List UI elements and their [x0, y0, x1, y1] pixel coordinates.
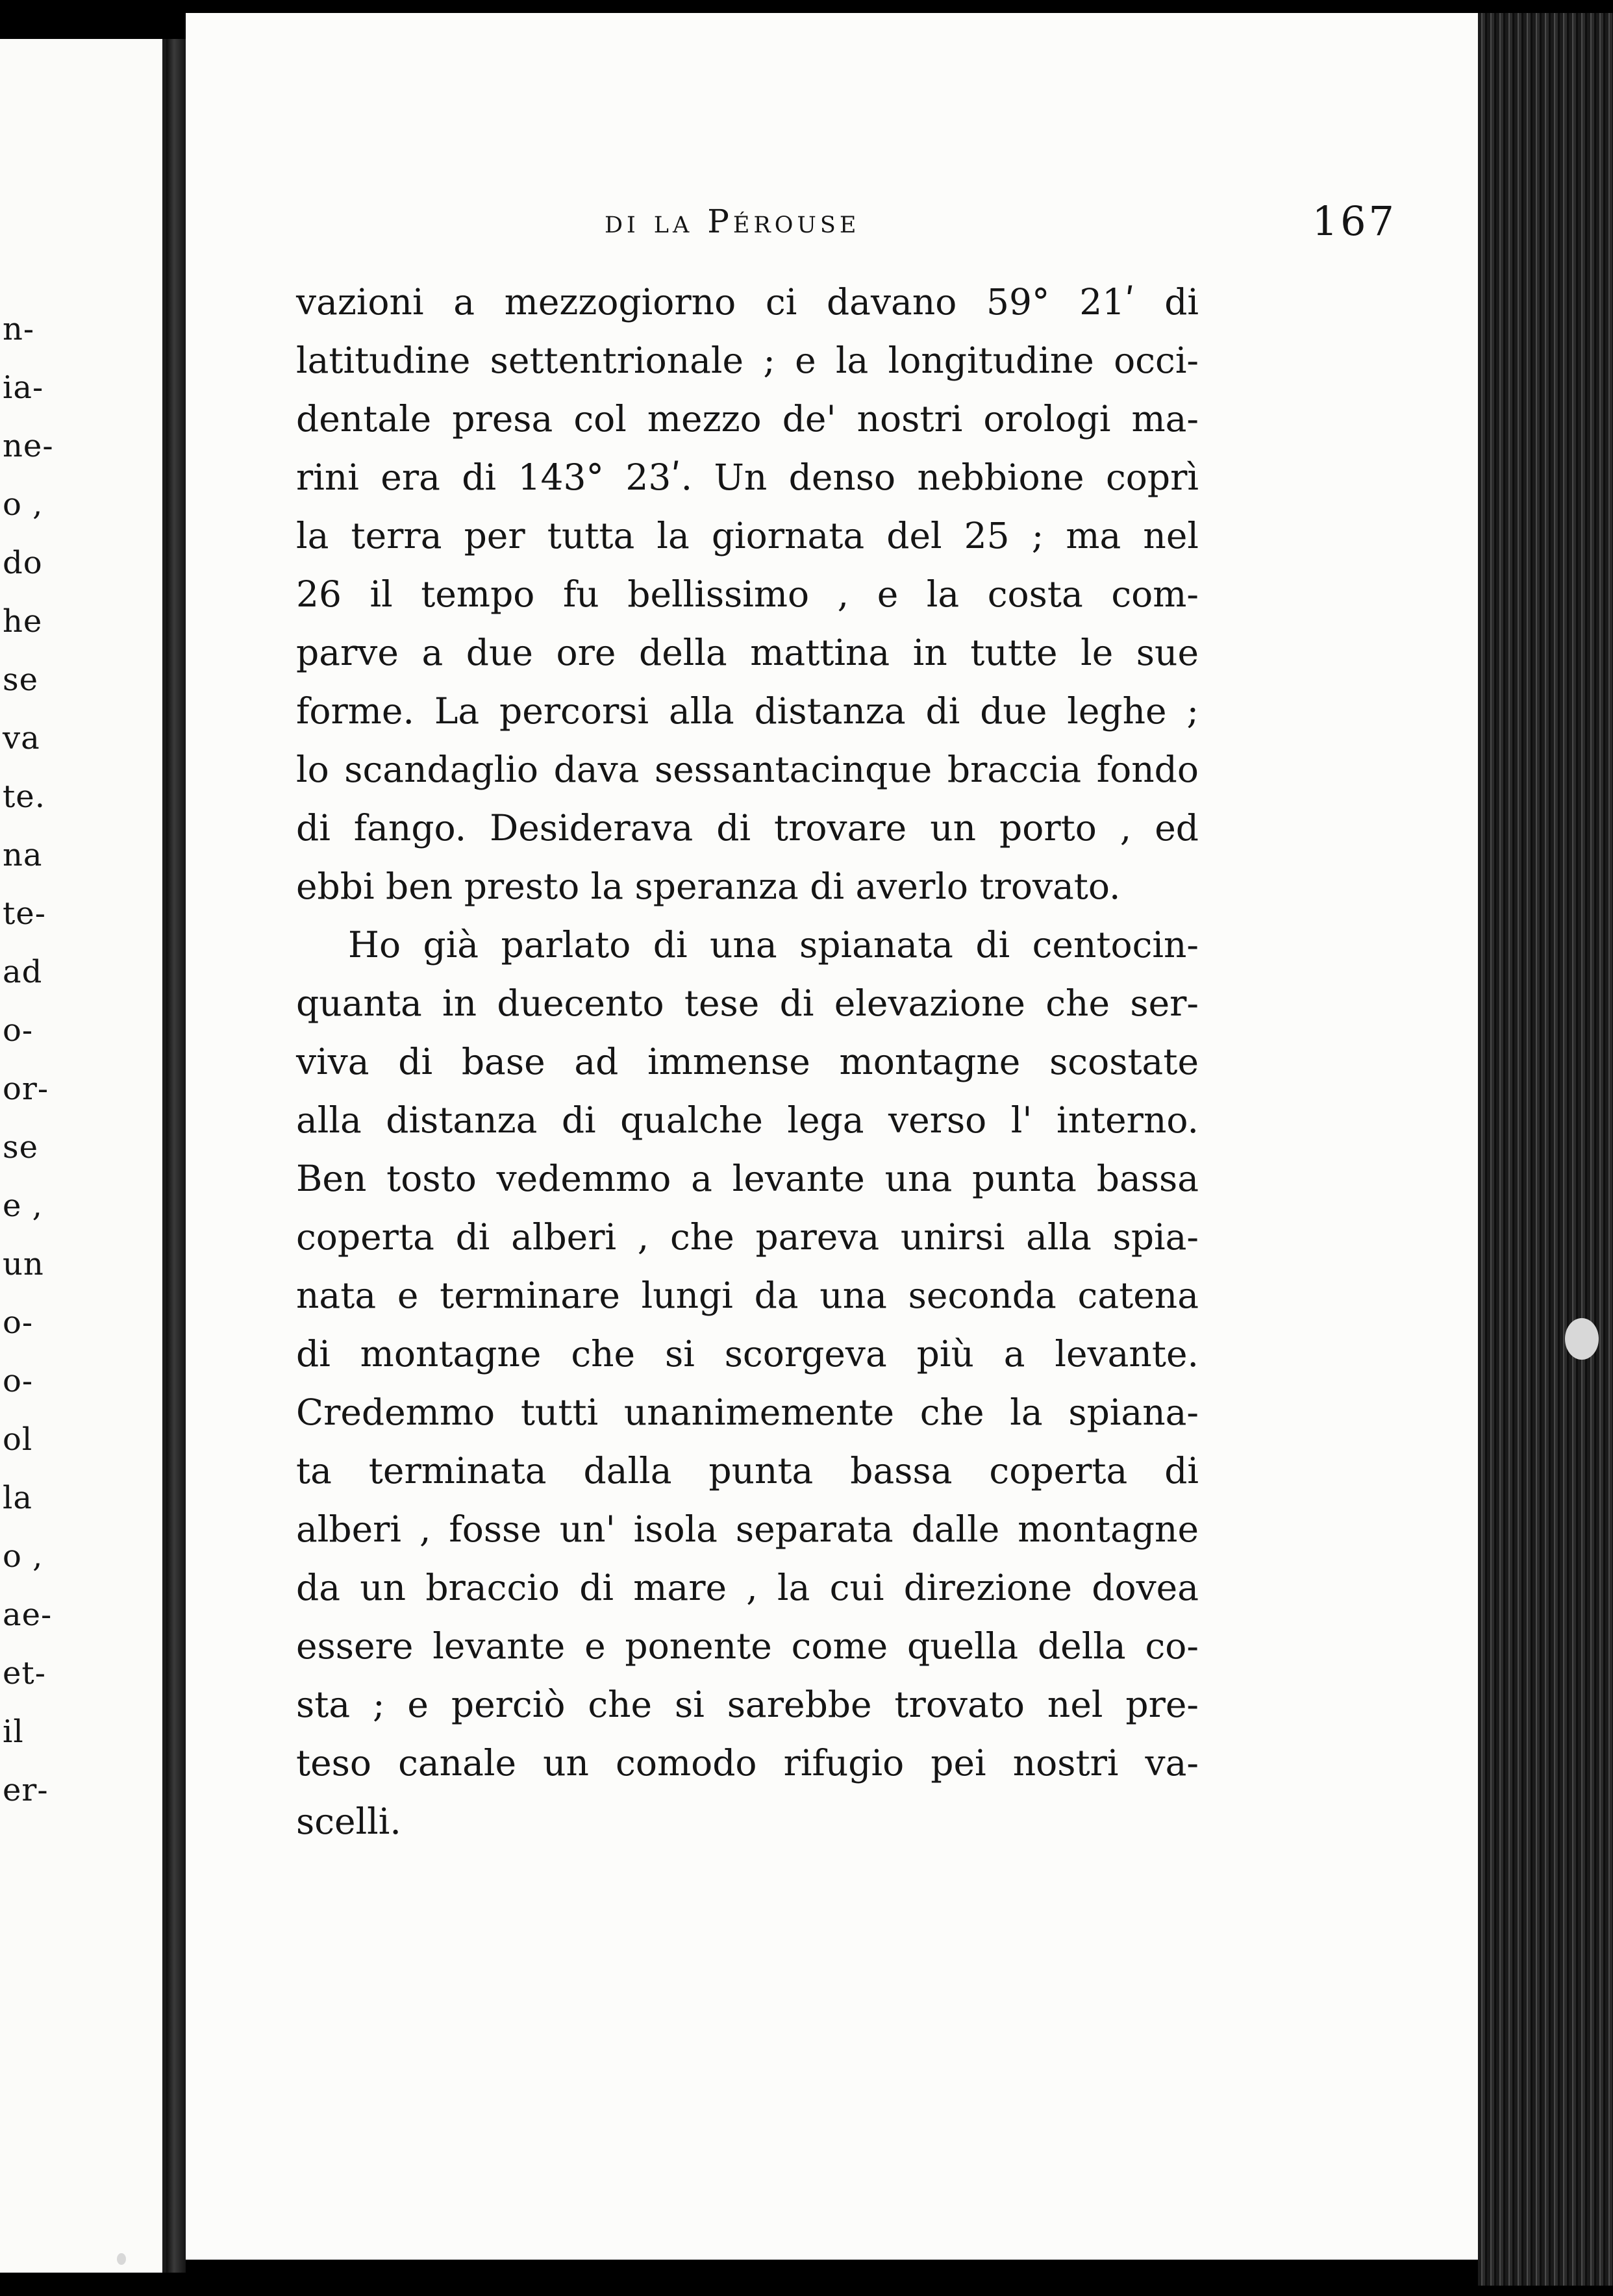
left-page-text: n-	[3, 311, 35, 347]
left-page-text: va	[3, 720, 40, 756]
left-page-text: or-	[3, 1071, 49, 1107]
text-line: alla distanza di qualche lega verso l' interno.	[296, 1099, 1199, 1141]
page-number: 167	[1312, 197, 1397, 245]
left-page-text: o-	[3, 1304, 34, 1341]
text-line: forme. La percorsi alla distanza di due leghe ;	[296, 690, 1199, 732]
paragraph-first-line: Ho già parlato di una spianata di centocin-	[348, 924, 1199, 966]
text-line: nata e terminare lungi da una seconda catena	[296, 1275, 1199, 1316]
text-line: vazioni a mezzogiorno ci davano 59° 21ʹ di	[296, 281, 1199, 323]
text-line: lo scandaglio dava sessantacinque braccia fondo	[296, 749, 1199, 790]
book-gutter	[166, 39, 186, 2273]
text-line: di fango. Desiderava di trovare un porto , ed	[296, 807, 1199, 849]
paper-speck	[1565, 1318, 1599, 1360]
left-page-text: o-	[3, 1012, 34, 1049]
text-line: viva di base ad immense montagne scostate	[296, 1041, 1199, 1082]
running-head	[605, 197, 1397, 255]
text-line: la terra per tutta la giornata del 25 ; ma nel	[296, 515, 1199, 556]
text-line: sta ; e perciò che si sarebbe trovato nel pre-	[296, 1684, 1199, 1725]
page-edges	[1478, 13, 1613, 2286]
left-page-text: ad	[3, 954, 43, 990]
text-line: Credemmo tutti unanimemente che la spiana-	[296, 1391, 1199, 1433]
right-page	[186, 13, 1478, 2260]
text-line: teso canale un comodo rifugio pei nostri va-	[296, 1742, 1199, 1784]
left-page-text: ol	[3, 1421, 33, 1458]
left-page-text: o ,	[3, 486, 44, 523]
left-page-fragment	[0, 39, 166, 2273]
left-page-text: ia-	[3, 369, 44, 406]
left-page-text: un	[3, 1246, 44, 1282]
left-page-text: la	[3, 1480, 32, 1516]
body-text	[296, 273, 1199, 1851]
running-title: di la Pérouse	[605, 203, 860, 240]
paper-speck	[117, 2253, 126, 2265]
left-page-text: ae-	[3, 1597, 53, 1633]
text-line: essere levante e ponente come quella della co-	[296, 1625, 1199, 1667]
left-page-text: et-	[3, 1655, 46, 1691]
left-page-text: il	[3, 1714, 24, 1750]
text-line: dentale presa col mezzo de' nostri orologi ma-	[296, 398, 1199, 440]
text-line: quanta in duecento tese di elevazione che ser-	[296, 982, 1199, 1024]
left-page-text: te.	[3, 779, 45, 815]
left-page-text: te-	[3, 895, 46, 932]
text-line: ta terminata dalla punta bassa coperta di	[296, 1450, 1199, 1491]
text-line: latitudine settentrionale ; e la longitudine occi-	[296, 340, 1199, 381]
left-page-text: er-	[3, 1772, 49, 1808]
text-line: scelli.	[296, 1801, 401, 1842]
left-page-text: o-	[3, 1363, 34, 1399]
left-page-text: ne-	[3, 428, 54, 464]
left-page-text: do	[3, 545, 43, 581]
left-page-text: e ,	[3, 1188, 43, 1224]
text-line: 26 il tempo fu bellissimo , e la costa com-	[296, 573, 1199, 615]
text-line: ebbi ben presto la speranza di averlo trovato.	[296, 866, 1121, 907]
left-page-text: he	[3, 603, 43, 640]
left-page-text: o ,	[3, 1538, 44, 1575]
text-line: coperta di alberi , che pareva unirsi alla spia-	[296, 1216, 1199, 1258]
left-page-text: na	[3, 837, 43, 873]
text-line: alberi , fosse un' isola separata dalle montagne	[296, 1508, 1199, 1550]
text-line: di montagne che si scorgeva più a levante.	[296, 1333, 1199, 1375]
text-line: Ben tosto vedemmo a levante una punta bassa	[296, 1158, 1199, 1199]
left-page-text: se	[3, 1129, 39, 1166]
text-line: da un braccio di mare , la cui direzione dovea	[296, 1567, 1199, 1608]
text-line: rini era di 143° 23ʹ. Un denso nebbione coprì	[296, 456, 1199, 498]
left-page-text: se	[3, 662, 39, 698]
text-line: parve a due ore della mattina in tutte le sue	[296, 632, 1199, 673]
